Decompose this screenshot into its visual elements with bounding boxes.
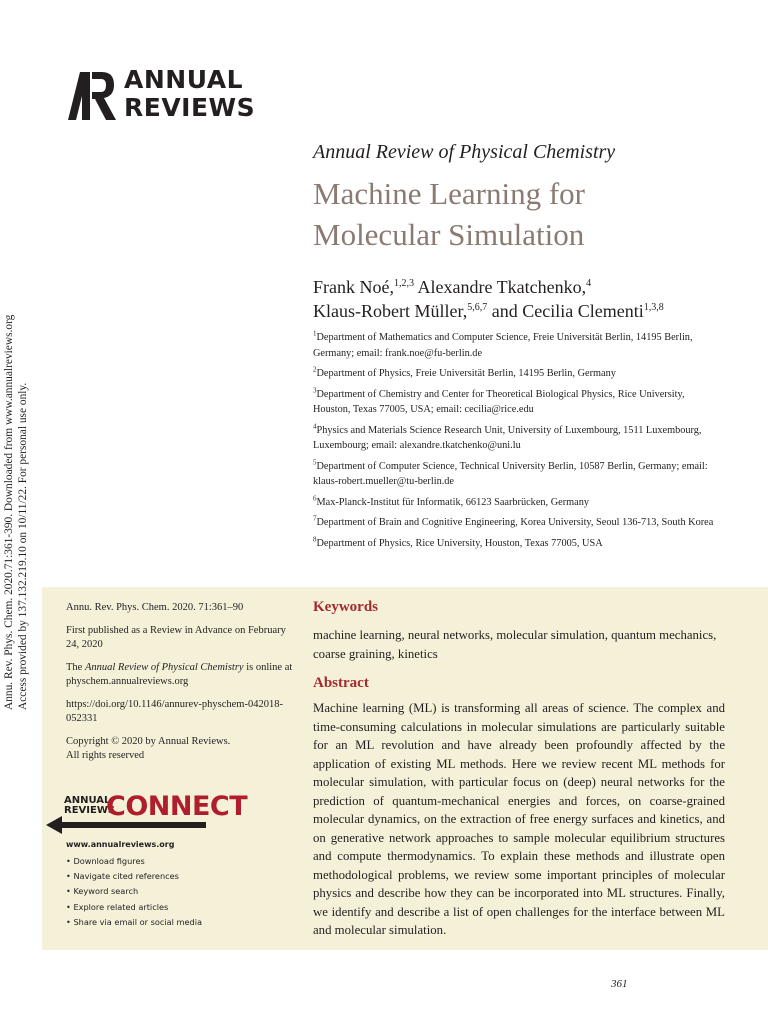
- doi-link[interactable]: https://doi.org/10.1146/annurev-physchem-042018-052331: [66, 698, 283, 724]
- affiliation-text: Physics and Materials Science Research Unit, University of Luxembourg, 1511 Luxembourg, Luxembourg; email: alexandre.tkatchenko@uni.lu: [313, 424, 702, 451]
- online-note: [66, 661, 301, 690]
- affiliation-number: 1: [313, 329, 317, 338]
- affiliation-text: Department of Physics, Freie Universität Berlin, 14195 Berlin, Germany: [316, 368, 616, 379]
- affiliation-item: [313, 423, 723, 454]
- affiliation-number: 2: [313, 365, 317, 374]
- affiliation-item: [313, 366, 723, 382]
- rights-line: All rights reserved: [66, 750, 145, 761]
- affiliation-item: [313, 459, 723, 490]
- copyright-line: Copyright © 2020 by Annual Reviews.: [66, 735, 231, 747]
- download-note-text: [2, 290, 30, 710]
- connect-small-line-1: ANNUAL: [64, 795, 111, 806]
- annual-reviews-logo-mark-icon: [66, 70, 118, 122]
- affiliation-text: Max-Planck-Institut für Informatik, 66123 Saarbrücken, Germany: [316, 496, 590, 508]
- title-line-2: Molecular Simulation: [313, 217, 585, 252]
- first-published: First published as a Review in Advance on February 24, 2020: [66, 624, 286, 650]
- affiliation-number: 6: [313, 494, 317, 503]
- annual-reviews-logo: [66, 65, 266, 124]
- affiliation-item: [313, 536, 723, 552]
- logo-wordmark: [124, 66, 255, 122]
- author-line-1: [313, 275, 664, 299]
- affiliation-text: Department of Computer Science, Technical University Berlin, 10587 Berlin, Germany; email: klaus-robert.mueller@tu-berlin.de: [313, 460, 708, 487]
- connect-features: [66, 854, 202, 930]
- affiliation-number: 5: [313, 458, 317, 467]
- copyright: [66, 735, 301, 764]
- citation: Annu. Rev. Phys. Chem. 2020. 71:361–90: [66, 602, 244, 613]
- author-affiliation-marks: 1,3,8: [643, 302, 664, 313]
- list-item: • Share via email or social media: [66, 915, 202, 930]
- logo-line-2: REVIEWS: [124, 93, 256, 122]
- author-name: Frank Noé,: [313, 277, 394, 297]
- abstract-heading: Abstract: [313, 675, 369, 691]
- annual-reviews-connect[interactable]: [46, 791, 301, 934]
- author-line-2: [313, 299, 664, 323]
- affiliation-number: 8: [313, 535, 317, 544]
- affiliation-number: 3: [313, 386, 317, 395]
- keywords-text: machine learning, neural networks, molecular simulation, quantum mechanics, coarse graining, kinetics: [313, 628, 717, 661]
- connect-title: CONNECT: [106, 791, 248, 822]
- affiliation-item: [313, 495, 723, 511]
- author-list: [313, 275, 664, 323]
- affiliation-number: 7: [313, 514, 317, 523]
- author-name: Klaus-Robert Müller,: [313, 301, 468, 321]
- author-affiliation-marks: 1,2,3: [393, 278, 414, 289]
- article-title: [313, 173, 585, 255]
- affiliation-text: Department of Mathematics and Computer Science, Freie Universität Berlin, 14195 Berlin, Germany; email: frank.noe@fu-berlin.de: [313, 332, 693, 359]
- affiliation-text: Department of Physics, Rice University, Houston, Texas 77005, USA: [316, 537, 603, 549]
- affiliation-number: 4: [313, 422, 317, 431]
- affiliation-list: [313, 330, 723, 556]
- publication-info: [66, 601, 301, 772]
- affiliation-text: Department of Brain and Cognitive Engineering, Korea University, Seoul 136-713, South Korea: [316, 517, 714, 528]
- affiliation-item: [313, 330, 723, 361]
- abstract-text: Machine learning (ML) is transforming all areas of science. The complex and time-consuming calculations in molecular simulations are particularly suitable for an ML revolution and have already been profoundly affected by the application of existing ML methods. Here we review recent ML methods for molecular simulation, with particular focus on (deep) neural networks for the prediction of quantum-mechanical energies and forces, on coarse-grained molecular dynamics, on the extraction of free energy surfaces and kinetics, and on generative network approaches to sample molecular equilibrium structures and compute thermodynamics. To explain these methods and illustrate open methodological problems, we review some important principles of molecular physics and describe how they can be incorporated into ML structures. Finally, we identify and describe a list of open challenges for the interface between ML and molecular simulation.: [313, 701, 725, 937]
- list-item: • Explore related articles: [66, 900, 202, 915]
- download-note-line-2: Access provided by 137.132.219.10 on 10/11/22. For personal use only.: [17, 382, 29, 710]
- journal-name: Annual Review of Physical Chemistry: [313, 141, 616, 163]
- author-name: Alexandre Tkatchenko,: [413, 277, 587, 297]
- arrow-left-icon: [46, 816, 206, 834]
- online-suffix[interactable]: is online at physchem.annualreviews.org: [66, 661, 293, 687]
- download-note: [2, 290, 32, 710]
- keywords-heading: Keywords: [313, 599, 378, 615]
- online-prefix: The: [66, 661, 85, 673]
- list-item: • Navigate cited references: [66, 869, 202, 884]
- connect-small-line-2: REVIEWS: [64, 805, 116, 816]
- affiliation-item: [313, 387, 723, 418]
- page-number: 361: [611, 978, 628, 990]
- list-item: • Download figures: [66, 854, 202, 869]
- author-affiliation-marks: 5,6,7: [467, 302, 488, 313]
- connect-url[interactable]: www.annualreviews.org: [66, 840, 175, 849]
- logo-line-1: ANNUAL: [124, 65, 244, 94]
- author-name: and Cecilia Clementi: [487, 301, 644, 321]
- affiliation-text: Department of Chemistry and Center for Theoretical Biological Physics, Rice University, Houston, Texas 77005, USA; email: cecilia@rice.edu: [313, 388, 685, 415]
- affiliation-item: [313, 515, 723, 531]
- online-journal: Annual Review of Physical Chemistry: [84, 661, 244, 673]
- list-item: • Keyword search: [66, 884, 202, 899]
- author-affiliation-marks: 4: [586, 278, 592, 289]
- title-line-1: Machine Learning for: [313, 176, 585, 211]
- download-note-line-1: Annu. Rev. Phys. Chem. 2020.71:361-390. Downloaded from www.annualreviews.org: [3, 314, 15, 710]
